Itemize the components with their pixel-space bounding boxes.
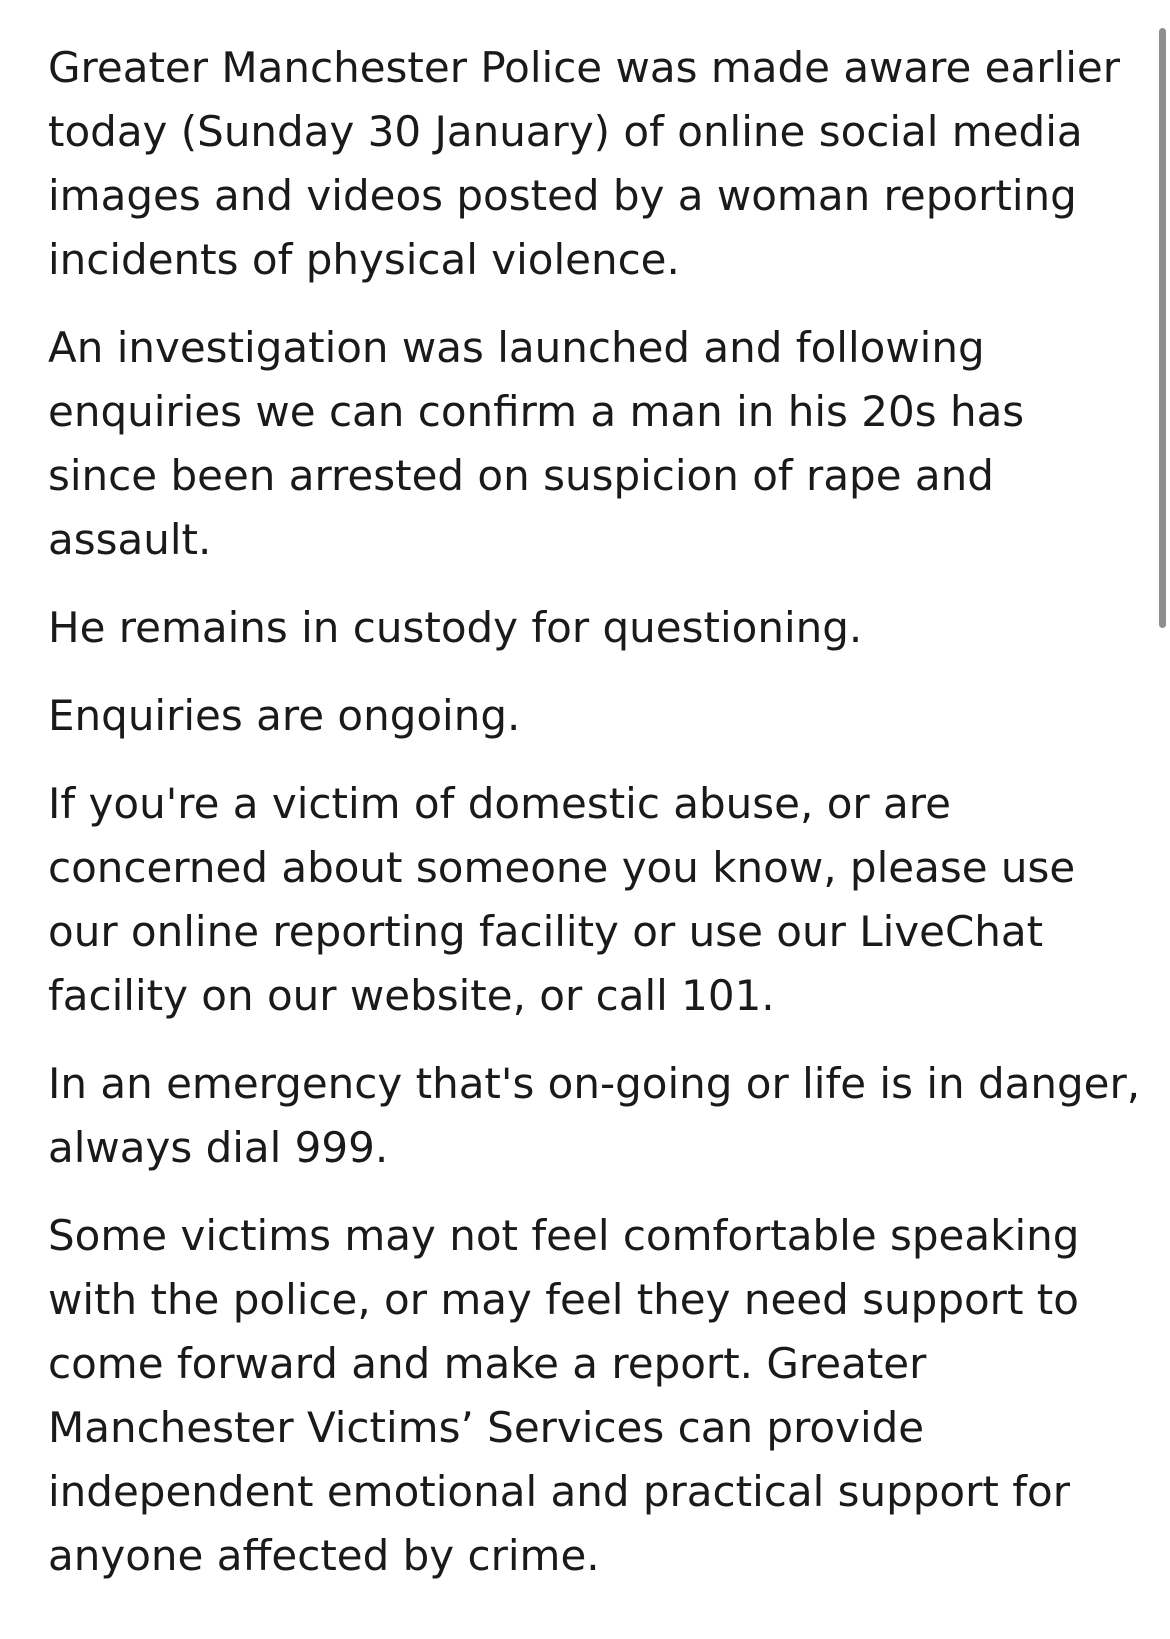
paragraph-custody: [48, 596, 1128, 660]
vertical-scrollbar[interactable]: [1156, 0, 1170, 1639]
text-line: Some victims may not feel comfortable speaking: [48, 1211, 1080, 1260]
text-line: come forward and make a report. Greater: [48, 1339, 927, 1388]
paragraph-victims-services: [48, 1204, 1128, 1588]
article-body: [48, 36, 1141, 1612]
text-line: In an emergency that's on-going or life is in danger,: [48, 1059, 1141, 1108]
text-line: since been arrested on suspicion of rape and: [48, 451, 994, 500]
text-line: incidents of physical violence.: [48, 235, 680, 284]
text-line: assault.: [48, 515, 212, 564]
text-line: always dial 999.: [48, 1123, 389, 1172]
text-line: An investigation was launched and following: [48, 323, 985, 372]
text-line: today (Sunday 30 January) of online social media: [48, 107, 1083, 156]
text-line: concerned about someone you know, please use: [48, 843, 1076, 892]
text-line: with the police, or may feel they need support to: [48, 1275, 1079, 1324]
scrollbar-thumb[interactable]: [1159, 28, 1166, 628]
text-line: If you're a victim of domestic abuse, or are: [48, 779, 951, 828]
text-line: images and videos posted by a woman reporting: [48, 171, 1077, 220]
paragraph-gmp-aware: [48, 36, 1128, 292]
text-line: independent emotional and practical support for: [48, 1467, 1070, 1516]
text-line: Manchester Victims’ Services can provide: [48, 1403, 925, 1452]
paragraph-domestic-abuse: [48, 772, 1128, 1028]
paragraph-emergency: [48, 1052, 1141, 1180]
text-line: Greater Manchester Police was made aware earlier: [48, 43, 1120, 92]
text-line: our online reporting facility or use our LiveChat: [48, 907, 1044, 956]
text-line: facility on our website, or call 101.: [48, 971, 775, 1020]
text-line: anyone affected by crime.: [48, 1531, 600, 1580]
text-line: enquiries we can confirm a man in his 20s has: [48, 387, 1025, 436]
paragraph-enquiries: [48, 684, 1128, 748]
paragraph-investigation: [48, 316, 1128, 572]
text-line: Enquiries are ongoing.: [48, 691, 521, 740]
text-line: He remains in custody for questioning.: [48, 603, 863, 652]
